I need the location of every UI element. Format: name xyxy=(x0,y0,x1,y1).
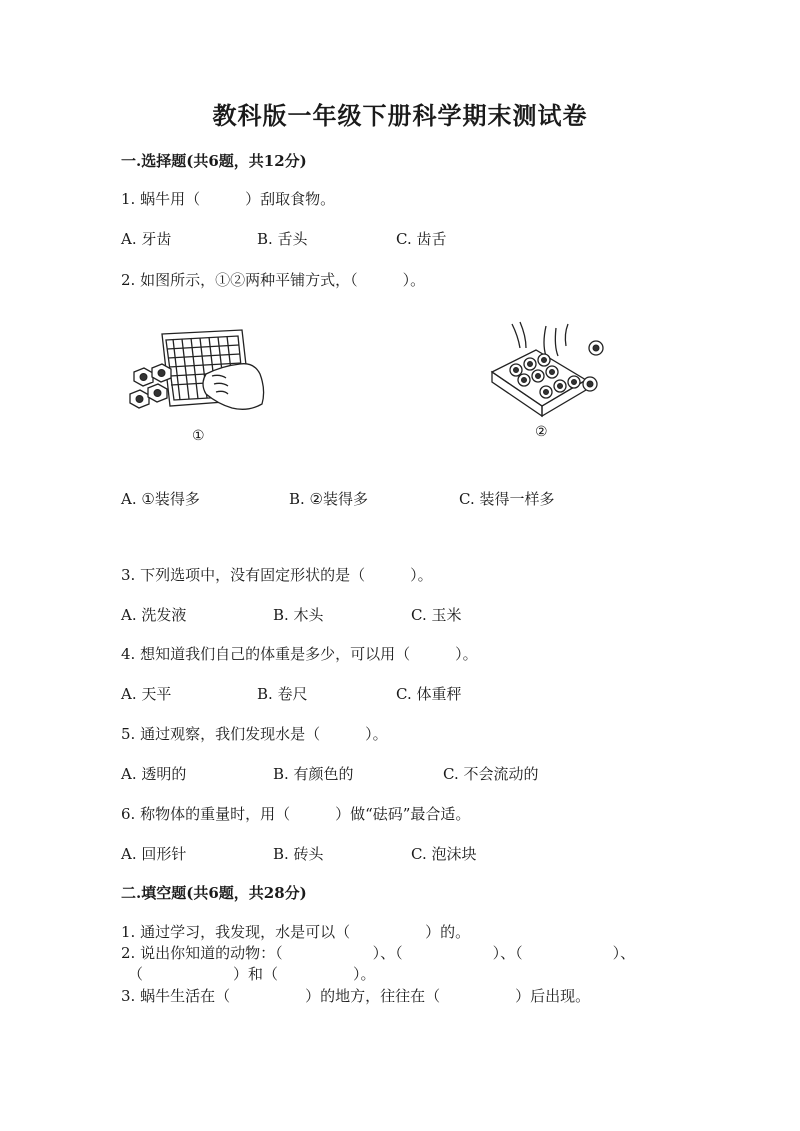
q4-option-b[interactable]: B. 卷尺 xyxy=(257,685,308,703)
fill-question-3: 3. 蜗牛生活在（ ）的地方，往往在（ ）后出现。 xyxy=(121,987,591,1005)
q2-option-b[interactable]: B. ②装得多 xyxy=(289,490,369,508)
figure-1-tray-illustration xyxy=(126,322,276,432)
q1-option-c[interactable]: C. 齿舌 xyxy=(396,230,447,248)
q1-option-b[interactable]: B. 舌头 xyxy=(257,230,308,248)
q2-option-a[interactable]: A. ①装得多 xyxy=(121,490,200,508)
question-1: 1. 蜗牛用（ ）刮取食物。 xyxy=(121,190,336,208)
question-5: 5. 通过观察，我们发现水是（ ）。 xyxy=(121,725,388,743)
q4-option-a[interactable]: A. 天平 xyxy=(121,685,172,703)
page-title: 教科版一年级下册科学期末测试卷 xyxy=(212,101,588,130)
question-2: 2. 如图所示，①②两种平铺方式，（ ）。 xyxy=(121,271,426,289)
question-3: 3. 下列选项中，没有固定形状的是（ ）。 xyxy=(121,566,433,584)
fill-question-2-continued: （ ）和（ ）。 xyxy=(128,965,376,983)
figure-2-tray-illustration xyxy=(486,320,616,430)
q6-option-a[interactable]: A. 回形针 xyxy=(121,845,187,863)
fill-question-2: 2. 说出你知道的动物：（ ）、（ ）、（ ）、 xyxy=(121,944,636,962)
fill-question-1: 1. 通过学习，我发现，水是可以（ ）的。 xyxy=(121,923,471,941)
q4-option-c[interactable]: C. 体重秤 xyxy=(396,685,462,703)
q5-option-b[interactable]: B. 有颜色的 xyxy=(273,765,354,783)
figure-1-label: ① xyxy=(192,428,205,444)
section-heading-fill-blank: 二.填空题(共6题，共28分) xyxy=(121,884,307,902)
q5-option-c[interactable]: C. 不会流动的 xyxy=(443,765,539,783)
figure-2-label: ② xyxy=(535,424,548,440)
q1-option-a[interactable]: A. 牙齿 xyxy=(121,230,172,248)
question-6: 6. 称物体的重量时，用（ ）做“砝码”最合适。 xyxy=(121,805,471,823)
q3-option-a[interactable]: A. 洗发液 xyxy=(121,606,187,624)
q3-option-b[interactable]: B. 木头 xyxy=(273,606,324,624)
q3-option-c[interactable]: C. 玉米 xyxy=(411,606,462,624)
q6-option-b[interactable]: B. 砖头 xyxy=(273,845,324,863)
q5-option-a[interactable]: A. 透明的 xyxy=(121,765,187,783)
q2-option-c[interactable]: C. 装得一样多 xyxy=(459,490,555,508)
section-heading-choice: 一.选择题(共6题，共12分) xyxy=(121,152,307,170)
question-4: 4. 想知道我们自己的体重是多少，可以用（ ）。 xyxy=(121,645,478,663)
q6-option-c[interactable]: C. 泡沫块 xyxy=(411,845,477,863)
